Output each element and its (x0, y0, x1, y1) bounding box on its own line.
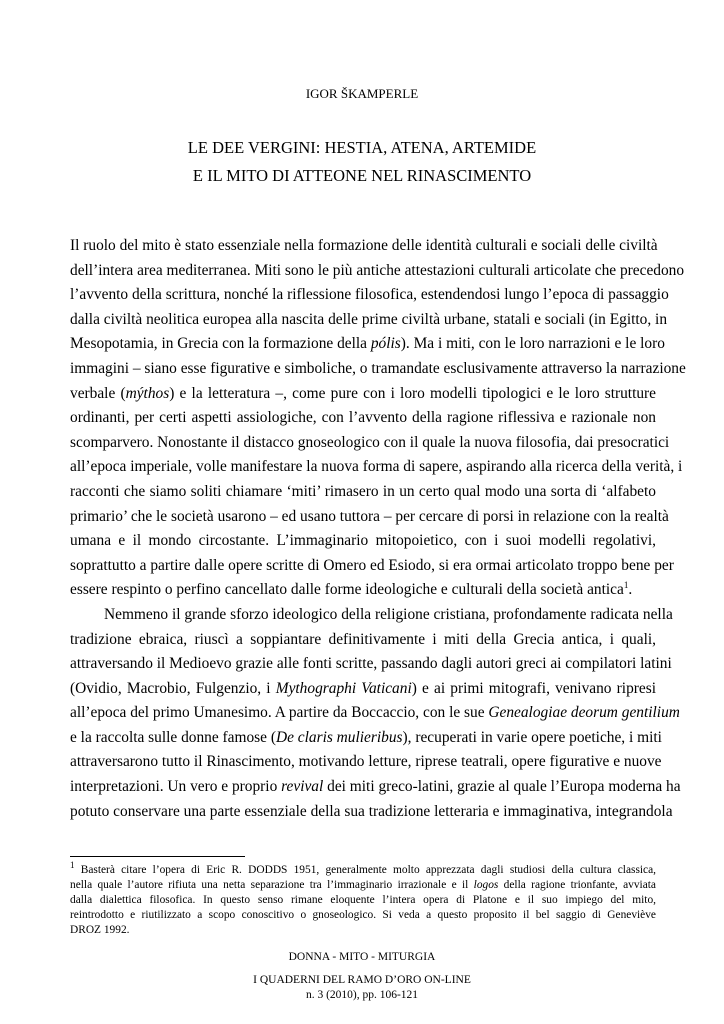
text-run: interpretazioni. Un vero e proprio (70, 778, 282, 796)
footnote (70, 860, 656, 938)
italic-term: Mythographi Vaticani (275, 679, 412, 697)
text-line: immagini – siano esse figurative e simboliche, o tramandate esclusivamente attraverso la narrazione (70, 359, 686, 377)
text-line: attraversando il Medioevo grazie alle fonti scritte, passando dagli autori greci ai compilatori latini (70, 655, 672, 673)
italic-term: De claris mulieribus (275, 728, 403, 746)
text-line: dalla civiltà neolitica europea alla nascita delle prime civiltà urbane, statali e sociali (in Egitto, in (70, 310, 668, 328)
paragraph-2 (70, 603, 681, 824)
text-run: ) e la letteratura –, come pure con i loro modelli tipologici e le loro strutture (169, 384, 656, 402)
text-run: (Ovidio, Macrobio, Fulgenzio, i (70, 679, 276, 697)
text-line: attraversarono tutto il Rinascimento, motivando letture, riprese teatrali, opere figurative e nuove (70, 753, 662, 771)
italic-term: pólis (370, 335, 401, 353)
text-line: primario’ che le società usarono – ed usano tuttora – per cercare di porsi in relazione con la realtà (70, 507, 669, 525)
footnote-text: della ragione trionfante, avviata (498, 879, 656, 891)
article-body (70, 234, 686, 824)
text-run: all’epoca del primo Umanesimo. A partire da Boccaccio, con le sue (70, 704, 489, 722)
text-line: soprattutto a partire dalle opere scritte di Omero ed Esiodo, si era ormai articolato troppo bene per (70, 556, 674, 574)
footnote-text: Basterà citare l’opera di Eric R. DODDS 1951, generalmente molto apprezzata dagli studiosi della cultura classica, (74, 864, 656, 876)
text-run: Mesopotamia, in Grecia con la formazione della (70, 335, 371, 353)
journal-info (0, 950, 724, 1003)
italic-term: Genealogiae deorum gentilium (488, 704, 680, 722)
text-run: verbale ( (70, 384, 126, 402)
italic-term: revival (281, 778, 324, 796)
text-run: dei miti greco-latini, grazie al quale l’Europa moderna ha (323, 778, 681, 796)
footnote-line (70, 860, 656, 878)
footnote-italic: logos (473, 879, 499, 891)
text-run: ), recuperati in varie opere poetiche, i miti (402, 728, 662, 746)
text-line: ordinanti, per certi aspetti assiologiche, con l’avvento della ragione riflessiva e razionale non (70, 409, 656, 427)
text-line (70, 677, 656, 702)
text-line (70, 332, 665, 357)
text-line: dell’intera area mediterranea. Miti sono le più antiche attestazioni culturali articolate che precedono (70, 261, 685, 279)
footnote-line: dalla dialettica filosofica. In questo senso rimane eloquente l’intera opera di Platone e il suo impiego del mito, (70, 894, 656, 906)
text-line: tradizione ebraica, riuscì a soppiantare definitivamente i miti della Grecia antica, i quali, (70, 630, 656, 648)
author-name: IGOR ŠKAMPERLE (305, 86, 419, 101)
text-line: potuto conservare una parte essenziale della sua tradizione letteraria e immaginativa, integrandola (70, 802, 673, 820)
text-line: essere respinto o perfino cancellato dalle forme ideologiche e culturali della società antica$^1$. (70, 580, 633, 599)
text-line: Il ruolo del mito è stato essenziale nella formazione delle identità culturali e sociali delle civiltà (70, 237, 658, 254)
text-line (70, 726, 662, 751)
footnote-number: 1 (70, 860, 75, 871)
title-line-1: LE DEE VERGINI: HESTIA, ATENA, ARTEMIDE (187, 138, 537, 157)
footnote-text: nella quale l’autore rifiuta una netta separazione tra l’immaginario irrazionale e il (70, 879, 474, 891)
journal-name: I QUADERNI DEL RAMO D’ORO ON-LINE (253, 974, 471, 986)
text-run: ). Ma i miti, con le loro narrazioni e le loro (400, 335, 665, 353)
journal-issue: n. 3 (2010), pp. 106-121 (305, 989, 419, 1001)
italic-term: mýthos (125, 384, 170, 402)
footnote-divider (70, 856, 245, 857)
title-line-2: E IL MITO DI ATTEONE NEL RINASCIMENTO (192, 166, 532, 185)
text-line: umana e il mondo circostante. L’immaginario mitopoietico, con i suoi modelli regolativi, (70, 532, 656, 550)
text-line: racconti che siamo soliti chiamare ‘miti’ rimasero in un certo qual modo una sorta di ‘alfabeto (70, 482, 656, 500)
text-line (70, 382, 656, 407)
text-run: ) e ai primi mitografi, venivano ripresi (411, 679, 656, 697)
footnote-line (70, 878, 656, 893)
journal-series: DONNA - MITO - MITURGIA (288, 951, 436, 963)
text-line (70, 701, 680, 726)
footnote-line: DROZ 1992. (70, 924, 130, 936)
text-line: all’epoca imperiale, volle manifestare la nuova forma di sapere, aspirando alla ricerca della verità, i (70, 458, 683, 476)
footnote-reference[interactable]: 1 (623, 580, 629, 591)
text-line: scomparvero. Nonostante il distacco gnoseologico con il quale la nuova filosofia, dai presocratici (70, 433, 670, 451)
text-run: e la raccolta sulle donne famose ( (70, 728, 276, 746)
text-line: Nemmeno il grande sforzo ideologico della religione cristiana, profondamente radicata nella (104, 605, 673, 623)
paragraph-1 (70, 234, 686, 603)
article-title (0, 134, 724, 190)
text-line: l’avvento della scrittura, nonché la riflessione filosofica, estendendosi lungo l’epoca di passaggio (70, 286, 669, 304)
footnote-line: reintrodotto e riutilizzato a scopo conoscitivo o gnoseologico. Si veda a questo proposito il bel saggio di Geneviève (70, 909, 656, 921)
text-line (70, 775, 681, 800)
